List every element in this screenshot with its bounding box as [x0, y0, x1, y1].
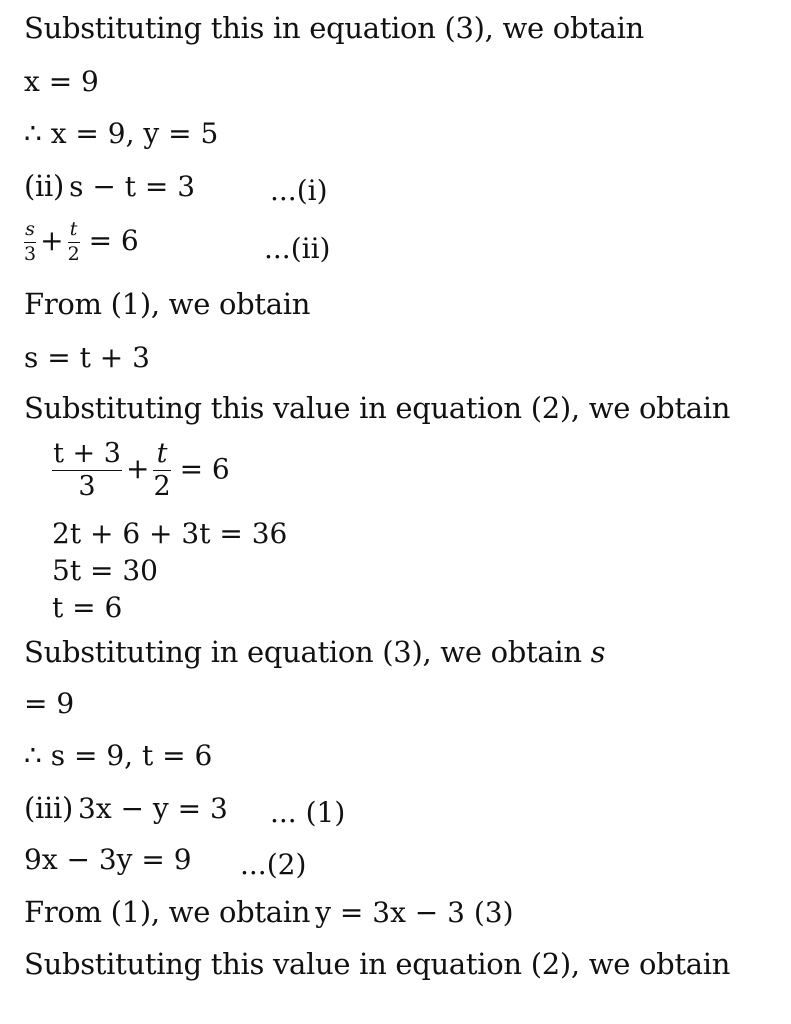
- denominator: 3: [78, 471, 96, 503]
- text: From (1), we obtain: [24, 895, 311, 929]
- equation: s − t = 3: [69, 170, 196, 203]
- equation-equals-9: = 9: [24, 687, 75, 720]
- variable-s: s: [590, 635, 606, 669]
- text-line-substituting-eq3-s: [24, 635, 606, 669]
- equation-fraction-sum: [24, 220, 139, 265]
- fraction-s-over-3: [24, 220, 36, 265]
- part-label: (ii): [24, 169, 64, 203]
- text: Substituting in equation (3), we obtain: [24, 635, 582, 669]
- denominator: 2: [67, 242, 80, 265]
- equation-x-equals-9: x = 9: [24, 65, 99, 98]
- part-label: (iii): [24, 791, 73, 825]
- numerator: t: [156, 438, 168, 469]
- part-iii-equation-1: [24, 791, 228, 825]
- numerator: s: [25, 218, 35, 240]
- part-ii-equation-1: [24, 169, 196, 203]
- fraction-t-plus-3-over-3: [52, 440, 122, 502]
- equation-big-fraction: [52, 440, 230, 502]
- denominator: 2: [153, 471, 171, 503]
- text-line-from-1-y: [24, 895, 514, 929]
- text-line-substituting-eq3: Substituting this in equation (3), we obtain: [24, 11, 644, 45]
- equation-t-equals-6: t = 6: [52, 591, 123, 624]
- equation-tag-ii: ...(ii): [264, 232, 331, 265]
- equation-5t: 5t = 30: [52, 554, 158, 587]
- result-x-y: ∴ x = 9, y = 5: [24, 117, 219, 150]
- plus-operator: +: [40, 223, 64, 257]
- equation: y = 3x − 3 (3): [315, 896, 514, 929]
- equation-2t-plus: 2t + 6 + 3t = 36: [52, 517, 288, 550]
- equals-six: = 6: [88, 223, 139, 257]
- text-line-substituting-value-eq2-final: Substituting this value in equation (2), we obtain: [24, 947, 731, 981]
- equation-tag-i: ...(i): [270, 174, 328, 207]
- equals-six: = 6: [179, 452, 230, 486]
- equation-s-equals: s = t + 3: [24, 341, 150, 374]
- equation-9x-3y: 9x − 3y = 9: [24, 843, 192, 876]
- plus-operator: +: [126, 452, 150, 486]
- fraction-t-over-2: [68, 220, 80, 265]
- equation: 3x − y = 3: [78, 792, 228, 825]
- numerator: t + 3: [53, 438, 121, 469]
- text-line-from-1: From (1), we obtain: [24, 287, 311, 321]
- result-s-t: ∴ s = 9, t = 6: [24, 739, 213, 772]
- text-line-substituting-value-eq2: Substituting this value in equation (2), we obtain: [24, 391, 731, 425]
- numerator: t: [69, 218, 78, 240]
- equation-tag-1: ... (1): [270, 796, 346, 829]
- denominator: 3: [24, 242, 37, 265]
- fraction-t-over-2-large: [153, 440, 170, 502]
- equation-tag-2: ...(2): [240, 848, 307, 881]
